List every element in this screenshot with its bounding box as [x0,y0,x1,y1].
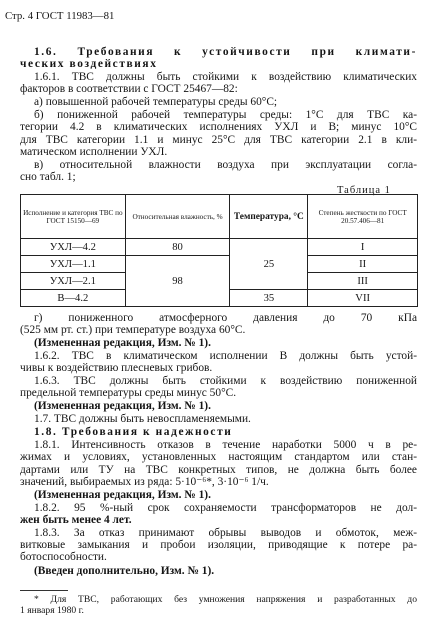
table-cell: 98 [125,256,230,307]
table-cell: 80 [125,239,230,256]
column-header: Степень жесткости по ГОСТ 20.57.406—81 [308,195,418,239]
column-header: Исполнение и категория ТВС по ГОСТ 15150—69 [21,195,126,239]
table-cell: III [308,273,418,290]
paragraph-line: сно табл. 1; [20,171,76,183]
amendment-note: (Введен дополнительно, Изм. № 1). [34,565,215,577]
table-cell: В—4.2 [21,290,126,307]
table-cell: I [308,239,418,256]
paragraph-line: 1.6.1. ТВС должны быть стойкими к воздействию климатических [34,71,417,83]
amendment-note: (Измененная редакция, Изм. № 1). [34,400,211,412]
amendment-note: (Измененная редакция, Изм. № 1). [34,489,211,501]
paragraph-line: а) повышенной рабочей температуры среды 60°С; [34,96,278,108]
paragraph-line: 1.8.3. За отказ принимают обрывы выводов и обмоток, меж- [34,527,417,539]
paragraph-line: 1.8.2. 95 %-ный срок сохраняемости трансформаторов не дол- [34,502,417,514]
column-header: Температура, °С [230,195,308,239]
footnote-line: 1 января 1980 г. [20,605,84,616]
paragraph-line: витковые замыкания и пробои изоляции, приводящие к потере ра- [20,539,417,551]
table-cell: УХЛ—1.1 [21,256,126,273]
page-header: Стр. 4 ГОСТ 11983—81 [5,10,115,22]
table-cell: VII [308,290,418,307]
section-heading-1-6-cont: ческих воздействиях [20,58,158,70]
paragraph-line: 1.6.2. ТВС в климатическом исполнении В должны быть устой- [34,350,417,362]
table-cell: УХЛ—4.2 [21,239,126,256]
paragraph-line: жен быть менее 4 лет. [20,514,132,526]
table-header-row [21,195,418,239]
paragraph-line: 1.7. ТВС должны быть невоспламеняемыми. [34,413,251,425]
humidity-table [20,194,418,307]
paragraph-line: для ТВС категории 1.1 и минус 25°С для ТВС категории 2.1 в кли- [20,134,417,146]
table-cell: 35 [230,290,308,307]
section-heading-1-6: 1.6. Требования к устойчивости при климати- [34,46,417,58]
table-cell: II [308,256,418,273]
paragraph-line: 1.8.1. Интенсивность отказов в течение наработки 5000 ч в ре- [34,439,417,451]
table-row [21,256,418,273]
table-cell: 25 [230,239,308,290]
paragraph-line: 1.6.3. ТВС должны быть стойкими к воздействию пониженной [34,375,417,387]
paragraph-line: в) относительной влажности воздуха при эксплуатации согла- [34,159,417,171]
footnote-line: * Для ТВС, работающих без умножения напряжения и разработанных до [34,594,417,605]
table-row [21,239,418,256]
paragraph-line: предельной температуры среды минус 50°С. [20,387,237,399]
paragraph-line: матическом исполнении УХЛ. [20,146,168,158]
paragraph-line: жимах и условиях, установленных настоящим стандартом или стан- [20,451,417,463]
paragraph-line: б) пониженной рабочей температуры среды: 1°С для ТВС ка- [34,109,417,121]
paragraph-line: дартами или ТУ на ТВС конкретных типов, не должна быть более [20,464,417,476]
paragraph-line: значений, выбираемых из ряда: 5·10⁻⁶*, 3·10⁻⁶ 1/ч. [20,476,269,488]
paragraph-line: (525 мм рт. ст.) при температуре воздуха 60°С. [20,324,246,336]
paragraph-line: ботоспособности. [20,551,107,563]
table-cell: УХЛ—2.1 [21,273,126,290]
paragraph-line: г) пониженного атмосферного давления до 70 кПа [34,312,417,324]
paragraph-line: чивы к воздействию плесневых грибов. [20,362,213,374]
amendment-note: (Измененная редакция, Изм. № 1). [34,337,211,349]
column-header: Относительная влажность, % [125,195,230,239]
table-title: Таблица 1 [337,185,391,196]
section-heading-1-8: 1.8. Требования к надежности [34,426,233,438]
footnote-divider [20,590,68,591]
paragraph-line: факторов в соответствии с ГОСТ 25467—82: [20,83,238,95]
paragraph-line: тегории 4.2 в климатических исполнениях УХЛ и В; минус 10°С [20,121,417,133]
